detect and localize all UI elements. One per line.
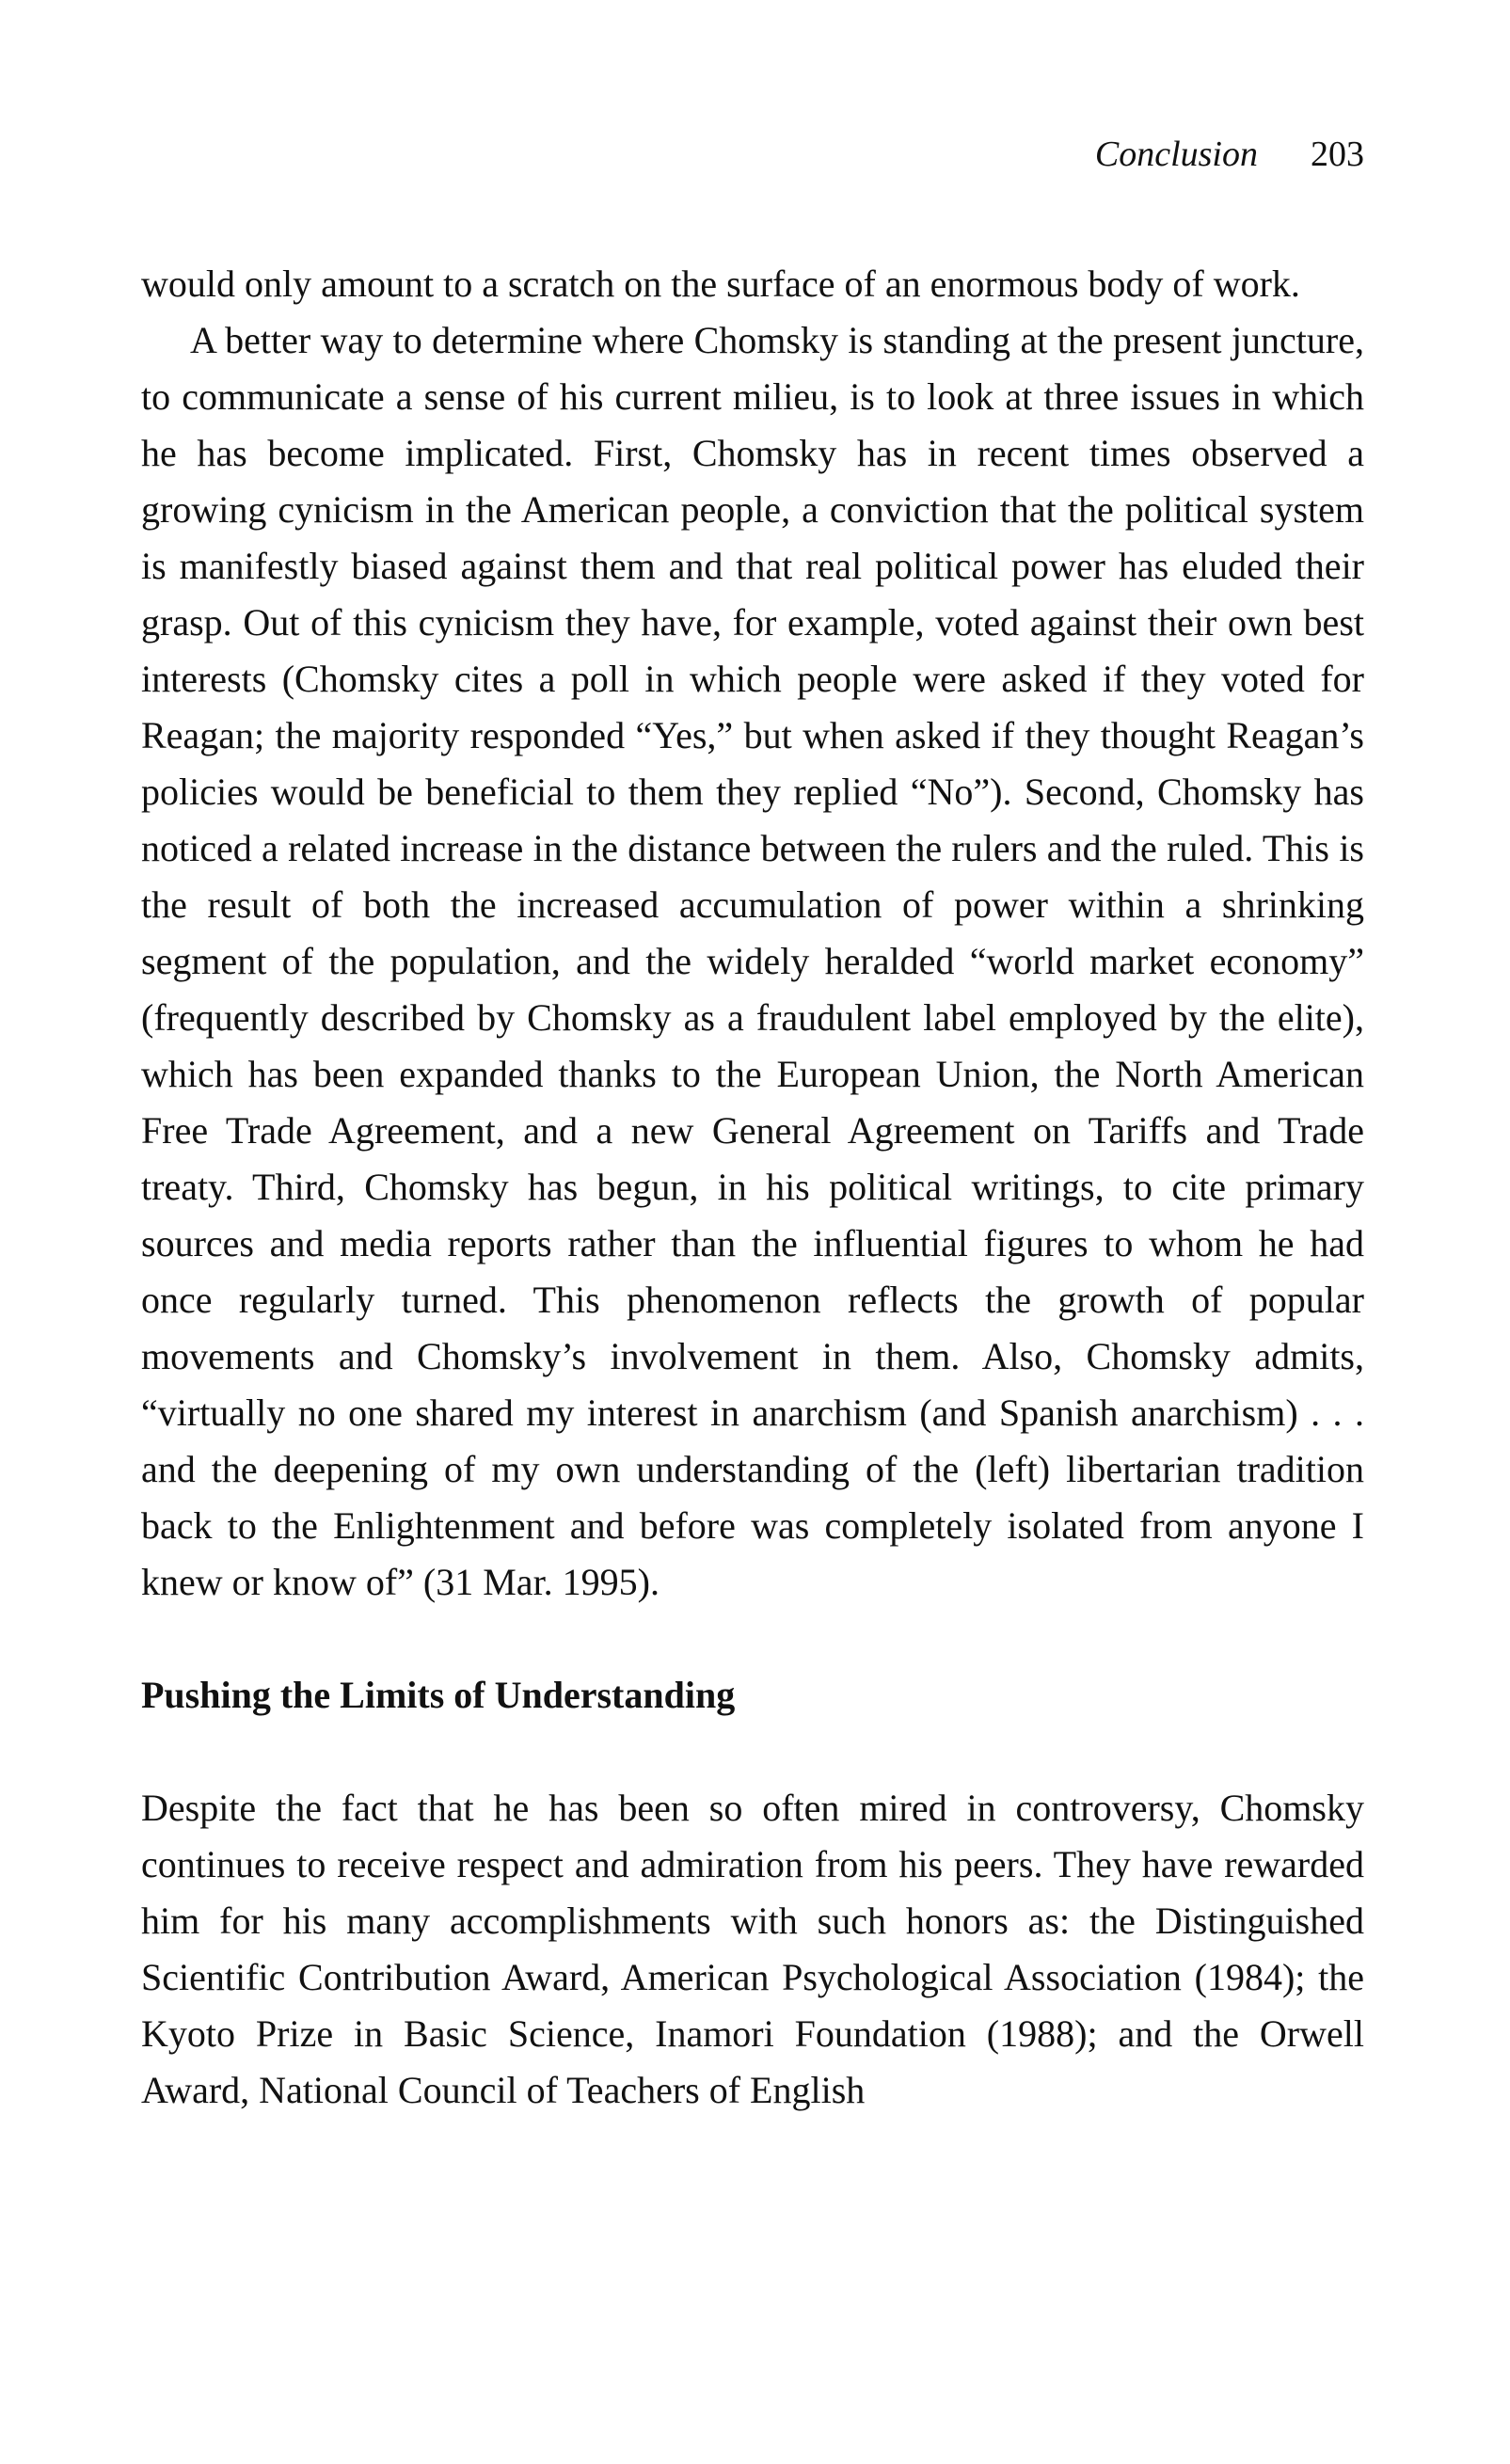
section-heading: Pushing the Limits of Understanding (141, 1674, 736, 1716)
page-number: 203 (1311, 135, 1364, 174)
paragraph: A better way to determine where Chomsky is standing at the present juncture, to communicate a sense of his current milieu, is to look at three issues in which he has become implicated. First, Chomsky has in recent times observed a growing cynicism in the American people, a conviction that the political system is manifestly biased against them and that real political power has eluded their grasp. Out of this cynicism they have, for example, voted against their own best interests (Chomsky cites a poll in which people were asked if they voted for Reagan; the majority responded “Yes,” but when asked if they thought Reagan’s policies would be beneficial to them they replied “No”). Second, Chomsky has noticed a related increase in the distance between the rulers and the ruled. This is the result of both the increased accumulation of power within a shrinking segment of the population, and the widely heralded “world market economy” (frequently described by Chomsky as a fraudulent label employed by the elite), which has been expanded thanks to the European Union, the North American Free Trade Agreement, and a new General Agreement on Tariffs and Trade treaty. Third, Chomsky has begun, in his political writings, to cite primary sources and media reports rather than the influential figures to whom he had once regularly turned. This phenomenon reflects the growth of popular movements and Chomsky’s involvement in them. Also, Chomsky admits, “virtually no one shared my interest in anarchism (and Spanish anarchism) . . . and the deepening of my own understanding of the (left) libertarian tradition back to the Enlightenment and before was completely isolated from anyone I knew or know of” (31 Mar. 1995). (141, 319, 1364, 1603)
running-head-title: Conclusion (1094, 135, 1258, 174)
paragraph-continued: would only amount to a scratch on the surface of an enormous body of work. (141, 262, 1300, 305)
paragraph: Despite the fact that he has been so often mired in controversy, Chomsky continues to receive respect and admiration from his peers. They have rewarded him for his many accomplishments with such honors as: the Distinguished Scientific Contribution Award, American Psychological Association (1984); the Kyoto Prize in Basic Science, Inamori Foundation (1988); and the Orwell Award, National Council of Teachers of English (141, 1787, 1364, 2111)
running-head (1095, 132, 1364, 177)
body-text (141, 256, 1364, 2119)
